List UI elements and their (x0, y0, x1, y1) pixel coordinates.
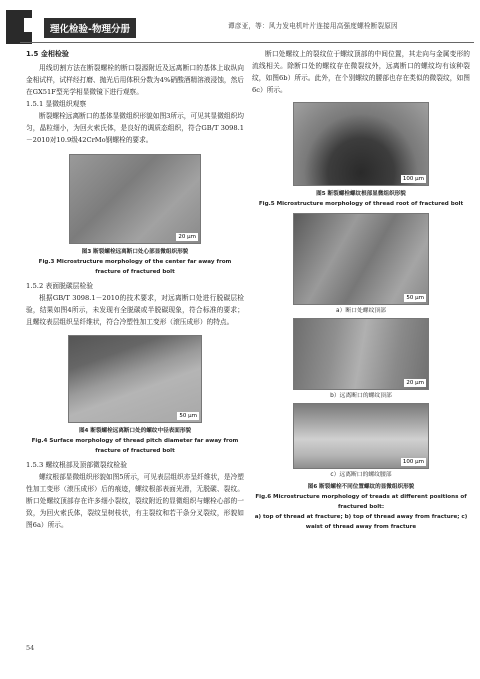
figure-5-image (293, 102, 429, 186)
figure-6-caption-en-line1: Fig.6 Microstructure morphology of treads at different positions of fractured bolt: (255, 494, 467, 511)
header-rule (20, 42, 474, 43)
figure-6c-scale-bar: 100 μm (402, 459, 424, 466)
section-1-5-2-text: 根据GB/T 3098.1－2010的技术要求，对远离断口处进行脱碳层检验，结果如图4所示，未发现有全脱碳或半脱碳现象，符合标准的要求；且螺纹表层组织呈纤维状，符合冷塑性加工变形（滚压成形）的特点。 (26, 293, 244, 326)
figure-6-caption-en-line2: a) top of thread at fracture; b) top of thread away from fracture; c) waist of thread away from fracture (254, 514, 468, 531)
section-1-5-3-title: 1.5.3 螺纹根部及顶部微裂纹检验 (26, 460, 128, 469)
figure-3-scale-bar: 20 μm (178, 233, 196, 240)
page-number: 54 (26, 644, 35, 652)
figure-3-caption-en: Fig.3 Microstructure morphology of the center far away from fracture of fractured bolt (38, 258, 232, 275)
section-1-5-title: 1.5 金相检验 (26, 50, 69, 58)
right-column (252, 48, 470, 532)
section-1-5-3-text: 螺纹根部显微组织形貌如图5所示，可见表层组织亦呈纤维状，是冷塑性加工变形（滚压成形）后的痕迹，螺纹根部表面光滑，无脱碳、裂纹。断口处螺纹顶部存在许多细小裂纹，裂纹附近的显微组织与螺栓心部的一致，为回火索氏体，裂纹呈树枝状，有主裂纹和若干条分叉裂纹，形貌如图6a）所示。 (26, 472, 244, 530)
section-1-5-2-title: 1.5.2 表面脱碳层检验 (26, 281, 94, 290)
figure-5-scale-bar: 100 μm (402, 176, 424, 183)
figure-6a-label: a）断口处螺纹顶部 (336, 308, 386, 315)
figure-3-caption-cn: 图3 断裂螺栓远离断口处心部显微组织形貌 (81, 248, 189, 255)
figure-4-image (68, 335, 202, 423)
figure-6c-image (293, 403, 429, 469)
section-1-5-text: 用线切割方法在断裂螺栓的断口裂源附近及远离断口的基体上取纵向金相试样，试样经打磨、抛光后用体积分数为4%硝酸酒精溶液浸蚀，然后在GX51F型光学相显微镜下进行观察。 (26, 64, 244, 97)
running-title: 谭彦亚，等：风力发电机叶片连接用高强度螺栓断裂原因 (228, 22, 398, 30)
left-column (26, 48, 244, 531)
figure-4-caption-en: Fig.4 Surface morphology of thread pitch diameter far away from fracture of fractured bolt (31, 437, 239, 454)
figure-6a-scale-bar: 50 μm (406, 295, 424, 302)
figure-6a-image (293, 213, 429, 305)
figure-6b-image (293, 318, 429, 390)
figure-6-caption-cn: 图6 断裂螺栓不同位置螺纹的显微组织形貌 (307, 484, 415, 491)
section-1-5-1-title: 1.5.1 显微组织观察 (26, 100, 87, 109)
figure-5-caption-en: Fig.5 Microstructure morphology of thread root of fractured bolt (258, 201, 464, 208)
figure-5-caption-cn: 图5 断裂螺栓螺纹根部显微组织形貌 (316, 191, 406, 198)
figure-6c-label: c）远离断口的螺纹腰部 (330, 472, 392, 479)
figure-6b-scale-bar: 20 μm (406, 380, 424, 387)
right-intro-text: 断口处螺纹上的裂纹位于螺纹顶部的中间位置，其走向与金属变形的流线相关。除断口处的螺纹存在微裂纹外，远离断口的螺纹均有该种裂纹，如图6b）所示。此外，在个别螺纹的腰部也存在类似的微裂纹，如图6c）所示。 (252, 50, 470, 95)
figure-4-scale-bar: 50 μm (179, 412, 197, 419)
section-1-5-1-text: 断裂螺栓远离断口的基体显微组织形貌如图3所示，可见其显微组织均匀，晶粒细小，为回火索氏体，是良好的调质态组织，符合GB/T 3098.1－2010对10.9级42CrMo钢螺栓的要求。 (26, 112, 244, 145)
journal-logo (6, 10, 156, 46)
figure-4-caption-cn: 图4 断裂螺栓远离断口处的螺纹中径表面形貌 (78, 427, 192, 434)
journal-name: 理化检验-物理分册 (44, 18, 136, 38)
figure-6b-label: b）远离断口的螺纹顶部 (330, 393, 392, 400)
logo-block-notch (24, 18, 42, 32)
figure-3-image (69, 154, 201, 244)
